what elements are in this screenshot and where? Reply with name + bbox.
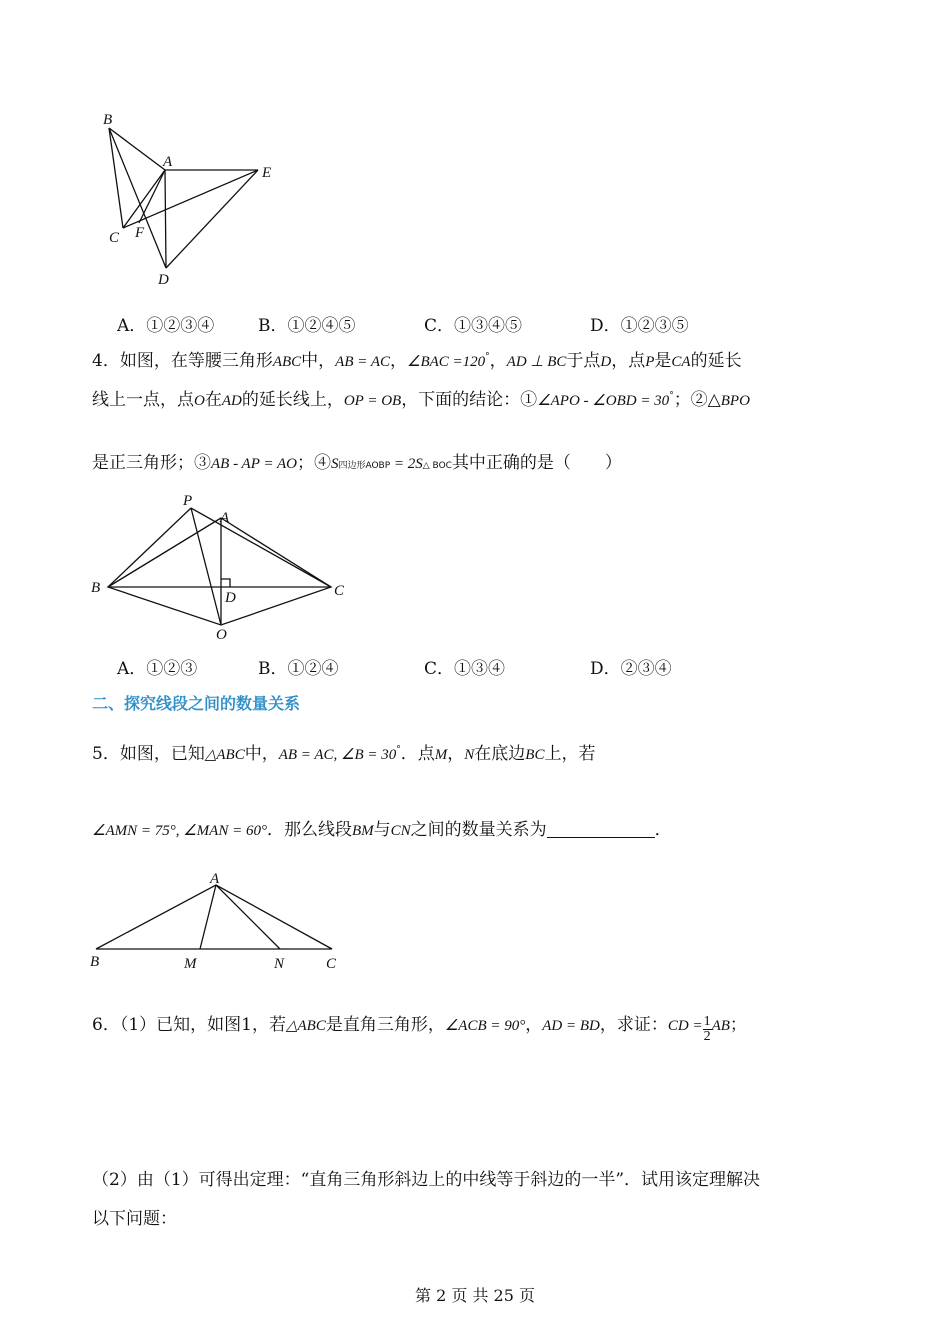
q5-line-2: ∠AMN = 75°, ∠MAN = 60°．那么线段BM与CN之间的数量关系为 ． bbox=[92, 820, 672, 840]
figure-2 bbox=[88, 488, 358, 648]
q4-line-1: 4．如图，在等腰三角形ABC中，AB = AC，∠BAC =120°，AD ⊥ BC于点D，点P是CA的延长 bbox=[92, 351, 742, 371]
figure-1-lines bbox=[109, 128, 258, 268]
fig2-label-P: P bbox=[183, 493, 193, 509]
fig2-label-O: O bbox=[216, 627, 227, 643]
figure-1 bbox=[95, 108, 295, 290]
q3-option-a[interactable]: A．①②③④ bbox=[117, 316, 215, 336]
q4-option-a[interactable]: A．①②③ bbox=[117, 659, 198, 679]
q4-option-b[interactable]: B．①②④ bbox=[258, 659, 339, 679]
fig1-label-D: D bbox=[158, 272, 169, 288]
fig2-label-C: C bbox=[334, 583, 345, 599]
fig3-label-N: N bbox=[274, 956, 285, 972]
fig2-label-A: A bbox=[220, 510, 230, 526]
q5-answer-blank[interactable] bbox=[547, 819, 655, 838]
fig3-label-C: C bbox=[326, 956, 337, 972]
q4-option-d[interactable]: D．②③④ bbox=[590, 659, 672, 679]
section-heading: 二、探究线段之间的数量关系 bbox=[92, 694, 301, 713]
q5-line-1: 5．如图，已知△ABC中，AB = AC, ∠B = 30°．点M，N在底边BC上，若 bbox=[92, 744, 596, 764]
fig3-label-M: M bbox=[184, 956, 197, 972]
q4-option-c[interactable]: C．①③④ bbox=[424, 659, 506, 679]
q6-part2-line-2: 以下问题： bbox=[92, 1209, 177, 1229]
q6-line-1: 6．（1）已知，如图1，若△ABC是直角三角形，∠ACB = 90°，AD = BD，求证：CD = $\frac{1}{2}$ AB； bbox=[92, 1014, 747, 1044]
fig2-label-B: B bbox=[91, 580, 101, 596]
fig1-label-A: A bbox=[163, 154, 173, 170]
figure-3 bbox=[86, 866, 356, 976]
q3-option-c[interactable]: C．①③④⑤ bbox=[424, 316, 523, 336]
q3-option-d[interactable]: D．①②③⑤ bbox=[590, 316, 689, 336]
fig1-label-F: F bbox=[135, 225, 145, 241]
q3-option-b[interactable]: B．①②④⑤ bbox=[258, 316, 356, 336]
q4-line-3: 是正三角形；③AB - AP = AO；④S四边形AOBP = 2S△ BOC其中正确的是（ ） bbox=[92, 453, 622, 473]
page-footer: 第 2 页 共 25 页 bbox=[415, 1286, 535, 1305]
fraction-one-half: $\frac{1}{2}$ bbox=[703, 1014, 711, 1044]
figure-3-lines bbox=[96, 885, 332, 949]
fig3-label-A: A bbox=[210, 871, 220, 887]
fig2-label-D: D bbox=[225, 590, 236, 606]
q4-line-2: 线上一点，点O在AD的延长线上，OP = OB，下面的结论：①∠APO - ∠OBD = 30°；②△BPO bbox=[92, 390, 750, 410]
fig1-label-B: B bbox=[103, 112, 113, 128]
fig1-label-E: E bbox=[262, 165, 272, 181]
q6-part2-line-1: （2）由（1）可得出定理：“直角三角形斜边上的中线等于斜边的一半”．试用该定理解决 bbox=[92, 1170, 761, 1190]
fig3-label-B: B bbox=[90, 954, 100, 970]
fig1-label-C: C bbox=[109, 230, 120, 246]
